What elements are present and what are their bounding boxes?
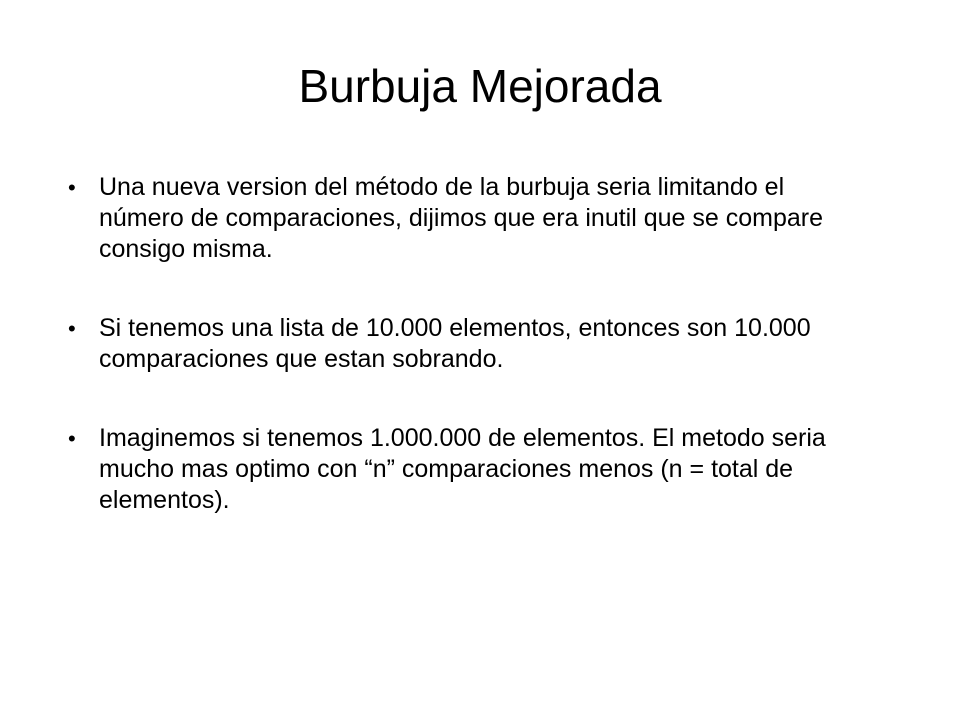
- bullet-text: Una nueva version del método de la burbuja seria limitando el número de comparaciones, dijimos que era inutil que se compare consigo misma.: [99, 173, 823, 263]
- bullet-dot-icon: •: [68, 316, 76, 341]
- bullet-dot-icon: •: [68, 426, 76, 451]
- bullet-item: [68, 172, 868, 265]
- bullet-item: [68, 423, 868, 516]
- bullet-text: Si tenemos una lista de 10.000 elementos, entonces son 10.000 comparaciones que estan sobrando.: [99, 314, 811, 373]
- bullet-dot-icon: •: [68, 175, 76, 200]
- bullet-list: [68, 172, 868, 564]
- bullet-text: Imaginemos si tenemos 1.000.000 de elementos. El metodo seria mucho mas optimo con “n” comparaciones menos (n = total de elementos).: [99, 424, 826, 514]
- bullet-item: [68, 313, 868, 375]
- slide-title: Burbuja Mejorada: [298, 60, 662, 112]
